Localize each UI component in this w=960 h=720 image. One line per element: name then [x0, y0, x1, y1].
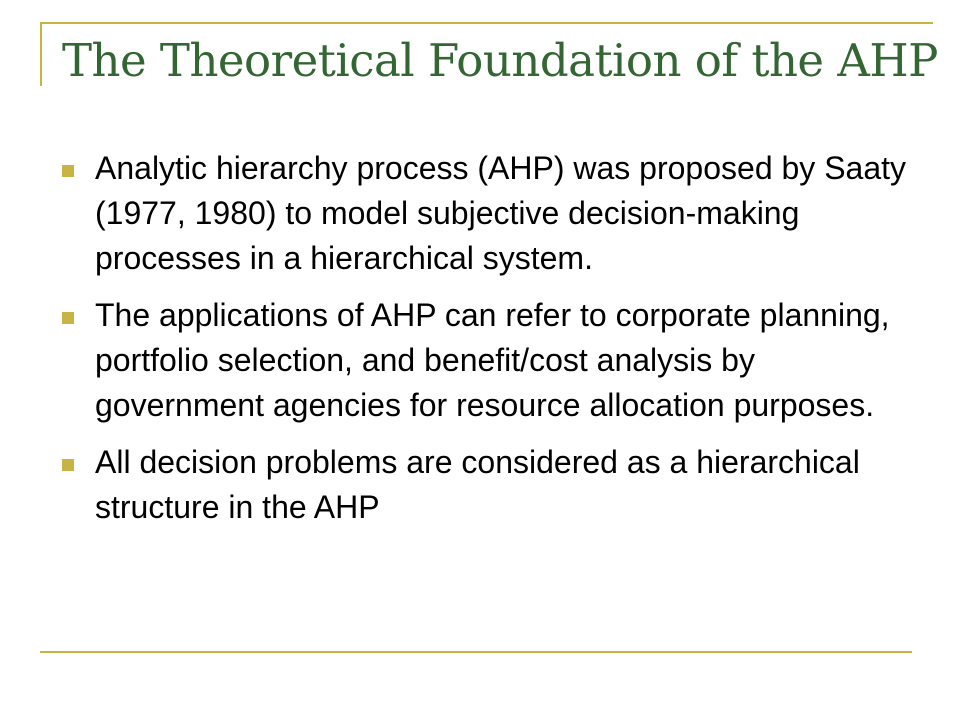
bullet-text: The applications of AHP can refer to corporate planning, portfolio selection, and benefit/cost analysis by government agencies for resource allocation purposes. [95, 297, 890, 423]
bullet-list [60, 146, 930, 542]
bottom-rule [40, 651, 912, 653]
bullet-item [60, 146, 930, 281]
bullet-item [60, 440, 930, 530]
left-rule [40, 22, 42, 86]
bullet-item [60, 293, 930, 428]
square-bullet-icon [62, 312, 74, 324]
bullet-text: Analytic hierarchy process (AHP) was proposed by Saaty (1977, 1980) to model subjective decision-making processes in a hierarchical system. [95, 150, 907, 276]
square-bullet-icon [62, 165, 74, 177]
bullet-text: All decision problems are considered as a hierarchical structure in the AHP [95, 444, 860, 525]
square-bullet-icon [62, 459, 74, 471]
top-rule [40, 22, 933, 24]
slide-title: The Theoretical Foundation of the AHP [62, 34, 938, 87]
